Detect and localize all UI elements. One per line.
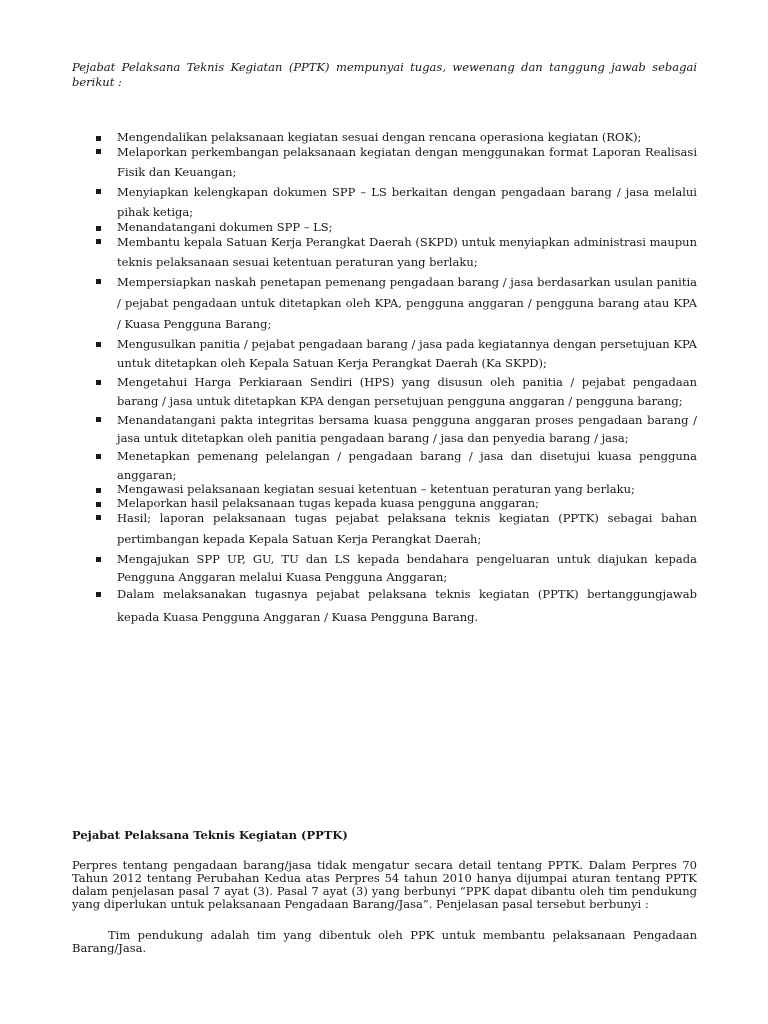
list-item: Menetapkan pemenang pelelangan / pengadaan barang / jasa dan disetujui kuasa pengguna anggaran; <box>72 447 697 485</box>
duties-list <box>72 131 697 629</box>
list-item: Mengajukan SPP UP, GU, TU dan LS kepada bendahara pengeluaran untuk diajukan kepada Pengguna Anggaran melalui Kuasa Pengguna Anggaran; <box>72 550 697 586</box>
bullet-icon <box>96 149 101 154</box>
bullet-icon <box>96 417 101 422</box>
bullet-icon <box>96 488 101 493</box>
intro-paragraph: Pejabat Pelaksana Teknis Kegiatan (PPTK) mempunyai tugas, wewenang dan tanggung jawab sebagai berikut : <box>72 60 697 89</box>
bullet-icon <box>96 342 101 347</box>
document-page <box>72 60 697 90</box>
pptk-section <box>72 828 697 955</box>
bullet-icon <box>96 515 101 520</box>
section-paragraph: Perpres tentang pengadaan barang/jasa tidak mengatur secara detail tentang PPTK. Dalam Perpres 70 Tahun 2012 tentang Perubahan Kedua atas Perpres 54 tahun 2010 hanya dijumpai aturan tentang PPTK dalam penjelasan pasal 7 ayat (3). Pasal 7 ayat (3) yang berbunyi “PPK dapat dibantu oleh tim pendukung yang diperlukan untuk pelaksanaan Pengadaan Barang/Jasa”. Penjelasan pasal tersebut berbunyi : <box>72 858 697 911</box>
bullet-icon <box>96 380 101 385</box>
bullet-icon <box>96 189 101 194</box>
list-item: Mengusulkan panitia / pejabat pengadaan barang / jasa pada kegiatannya dengan persetujuan KPA untuk ditetapkan oleh Kepala Satuan Kerja Perangkat Daerah (Ka SKPD); <box>72 335 697 373</box>
bullet-icon <box>96 136 101 141</box>
list-item: Mempersiapkan naskah penetapan pemenang pengadaan barang / jasa berdasarkan usulan panitia / pejabat pengadaan untuk ditetapkan oleh KPA, pengguna anggaran / pengguna barang atau KPA / Kuasa Pengguna Barang; <box>72 272 697 335</box>
list-item: Mengetahui Harga Perkiaraan Sendiri (HPS) yang disusun oleh panitia / pejabat pengadaan barang / jasa untuk ditetapkan KPA dengan persetujuan pengguna anggaran / pengguna barang; <box>72 373 697 411</box>
bullet-icon <box>96 239 101 244</box>
list-item: Menyiapkan kelengkapan dokumen SPP – LS berkaitan dengan pengadaan barang / jasa melalui pihak ketiga; <box>72 182 697 222</box>
bullet-icon <box>96 502 101 507</box>
list-item: Melaporkan hasil pelaksanaan tugas kepada kuasa pengguna anggaran; <box>72 497 697 510</box>
bullet-icon <box>96 557 101 562</box>
list-item: Melaporkan perkembangan pelaksanaan kegiatan dengan menggunakan format Laporan Realisasi Fisik dan Keuangan; <box>72 142 697 182</box>
bullet-icon <box>96 226 101 231</box>
list-item: Dalam melaksanakan tugasnya pejabat pelaksana teknis kegiatan (PPTK) bertanggungjawab kepada Kuasa Pengguna Anggaran / Kuasa Pengguna Barang. <box>72 583 697 629</box>
list-item: Mengendalikan pelaksanaan kegiatan sesuai dengan rencana operasiona kegiatan (ROK); <box>72 131 697 144</box>
bullet-icon <box>96 592 101 597</box>
list-item: Membantu kepala Satuan Kerja Perangkat Daerah (SKPD) untuk menyiapkan administrasi maupun teknis pelaksanaan sesuai ketentuan peraturan yang berlaku; <box>72 232 697 272</box>
bullet-icon <box>96 454 101 459</box>
list-item: Mengawasi pelaksanaan kegiatan sesuai ketentuan – ketentuan peraturan yang berlaku; <box>72 483 697 496</box>
section-title: Pejabat Pelaksana Teknis Kegiatan (PPTK) <box>72 828 348 842</box>
section-paragraph: Tim pendukung adalah tim yang dibentuk oleh PPK untuk membantu pelaksanaan Pengadaan Barang/Jasa. <box>72 928 697 955</box>
list-item: Hasil; laporan pelaksanaan tugas pejabat pelaksana teknis kegiatan (PPTK) sebagai bahan pertimbangan kepada Kepala Satuan Kerja Perangkat Daerah; <box>72 508 697 550</box>
bullet-icon <box>96 279 101 284</box>
list-item: Menandatangani pakta integritas bersama kuasa pengguna anggaran proses pengadaan barang / jasa untuk ditetapkan oleh panitia pengadaan barang / jasa dan penyedia barang / jasa; <box>72 411 697 447</box>
list-item: Menandatangani dokumen SPP – LS; <box>72 221 697 234</box>
